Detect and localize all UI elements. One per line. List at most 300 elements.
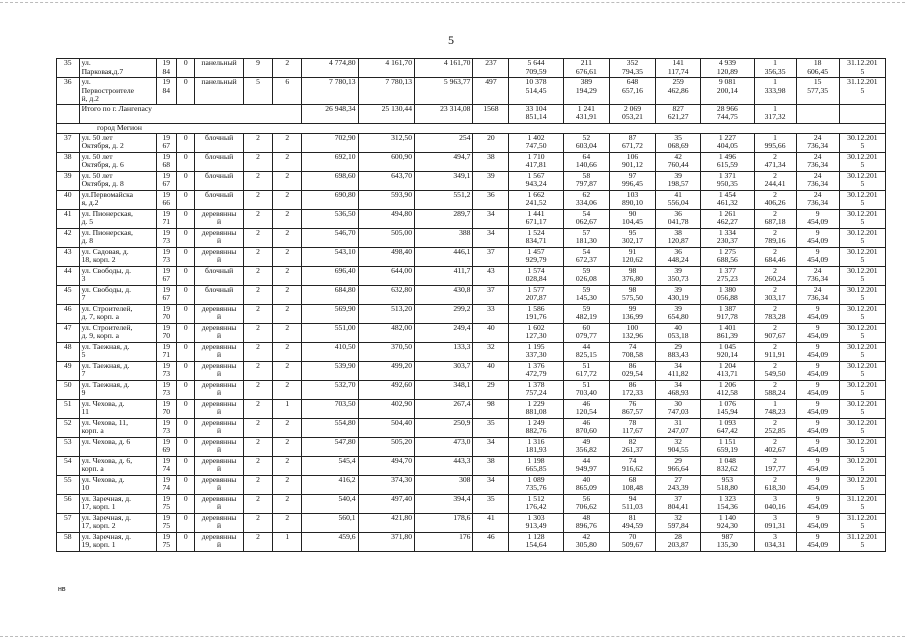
table-cell: 2 [273,59,302,78]
table-cell: 39 654,80 [656,304,701,323]
table-cell: 2 687,18 [754,209,796,228]
table-cell: 482,00 [358,323,414,342]
table-cell: 1 496 615,59 [701,152,754,171]
table-cell: 348,1 [415,380,473,399]
table-cell: 2 402,67 [754,437,796,456]
table-cell: 416,2 [302,475,358,494]
table-cell: 289,7 [415,209,473,228]
table-cell: 40 [57,190,80,209]
table-cell: 494,70 [358,456,414,475]
table-cell: 9 454,09 [796,532,839,551]
table-cell: 2 [273,190,302,209]
table-cell: 1 334 230,37 [701,228,754,247]
table-cell: 0 [177,475,195,494]
table-cell: 36 041,78 [656,209,701,228]
table-cell: 30.12.201 5 [839,285,885,304]
table-cell: 37 804,41 [656,494,701,513]
table-cell: 53 [57,437,80,456]
table-cell: 0 [177,380,195,399]
table-row [57,133,886,152]
table-cell: 19 75 [156,532,177,551]
table-cell: 34 411,82 [656,361,701,380]
table-cell: 312,50 [358,133,414,152]
table-cell: 19 68 [156,152,177,171]
table-cell: 34 [473,475,509,494]
table-cell: деревянны й [195,209,243,228]
table-cell: 18 606,45 [796,59,839,78]
table-cell: 1 524 834,71 [509,228,563,247]
table-cell: 60 079,77 [563,323,609,342]
table-cell: 1 454 461,32 [701,190,754,209]
table-cell: 29 [473,380,509,399]
table-cell: 30.12.201 5 [839,361,885,380]
table-cell: 1 371 950,35 [701,171,754,190]
table-cell: 389 194,29 [563,78,609,105]
table-cell: 9 454,09 [796,247,839,266]
table-cell: ул. Свободы, д. 7 [79,285,156,304]
table-cell: 593,90 [358,190,414,209]
table-cell: блочный [195,285,243,304]
table-cell: 30.12.201 5 [839,209,885,228]
table-cell: 0 [177,532,195,551]
table-cell: 2 406,26 [754,190,796,209]
table-cell: 2 [243,380,273,399]
table-cell: 349,1 [415,171,473,190]
table-cell: 0 [177,152,195,171]
table-cell: 430,8 [415,285,473,304]
table-cell: 2 [243,342,273,361]
table-cell: 56 [57,494,80,513]
table-cell: 9 454,09 [796,323,839,342]
table-row [57,361,886,380]
table-cell: 0 [177,494,195,513]
table-cell [57,104,80,123]
table-cell: 9 454,09 [796,399,839,418]
table-cell: 560,1 [302,513,358,532]
table-cell: 1 261 462,27 [701,209,754,228]
table-cell: ул. 50 лет Октября, д. 8 [79,171,156,190]
table-cell: 19 66 [156,190,177,209]
table-cell: 19 69 [156,437,177,456]
table-cell: 1 151 659,19 [701,437,754,456]
table-cell: 692,10 [302,152,358,171]
table-cell: 37 [57,133,80,152]
table-cell: блочный [195,152,243,171]
table-cell: 98 575,50 [609,285,655,304]
table-cell: деревянны й [195,247,243,266]
table-cell: 492,60 [358,380,414,399]
table-cell: 1 387 917,78 [701,304,754,323]
table-cell: 2 069 053,21 [609,104,655,123]
table-cell: 1 333,98 [754,78,796,105]
table-cell: ул. Свободы, д. 3 [79,266,156,285]
table-cell: 19 70 [156,304,177,323]
table-cell: 497 [473,78,509,105]
page-number: 5 [448,33,454,47]
table-cell: 19 75 [156,513,177,532]
table-cell: 15 577,35 [796,78,839,105]
table-cell: 39 430,19 [656,285,701,304]
table-cell: 0 [177,133,195,152]
table-cell: 7 780,13 [358,78,414,105]
table-cell: деревянны й [195,342,243,361]
table-cell: 98 [473,399,509,418]
table-cell: 5 644 709,59 [509,59,563,78]
table-cell: ул. Пионерская, д. 5 [79,209,156,228]
table-cell: 0 [177,437,195,456]
table-cell: 34 [473,209,509,228]
table-cell: 2 303,17 [754,285,796,304]
table-cell: 505,00 [358,228,414,247]
table-cell: 20 [473,133,509,152]
table-cell: 1 317,32 [754,104,796,123]
table-cell: 2 [273,437,302,456]
table-cell: деревянны й [195,494,243,513]
table-cell: 539,90 [302,361,358,380]
table-cell: 31.12.201 5 [839,532,885,551]
table-cell: 9 454,09 [796,361,839,380]
table-cell: 5 [243,78,273,105]
table-cell: 52 603,04 [563,133,609,152]
table-cell: 86 172,33 [609,380,655,399]
table-cell: 299,2 [415,304,473,323]
table-cell: деревянны й [195,418,243,437]
table-cell: 9 454,09 [796,342,839,361]
table-cell: 19 70 [156,323,177,342]
table-cell: 41 556,04 [656,190,701,209]
table-row [57,209,886,228]
table-cell: 19 84 [156,78,177,105]
table-cell: 3 091,31 [754,513,796,532]
table-row [57,171,886,190]
table-cell: 31.12.201 5 [839,513,885,532]
table-cell: 3 040,16 [754,494,796,513]
table-cell: ул. Садовая, д. 18, корп. 2 [79,247,156,266]
table-cell: 2 [243,437,273,456]
table-cell: 42 760,44 [656,152,701,171]
table-cell: 9 454,09 [796,380,839,399]
table-row [57,380,886,399]
table-cell: 2 911,91 [754,342,796,361]
table-cell: 19 73 [156,380,177,399]
table-cell: 2 [273,247,302,266]
table-cell: 19 74 [156,456,177,475]
table-cell: 40 865,09 [563,475,609,494]
table-cell: 9 454,09 [796,475,839,494]
table-cell: 696,40 [302,266,358,285]
table-cell: 545,4 [302,456,358,475]
table-cell: ул. Чехова, д. 6 [79,437,156,456]
table-cell: 37 [473,247,509,266]
table-cell: 35 068,69 [656,133,701,152]
table-cell: 2 [273,418,302,437]
table-cell: 2 [273,152,302,171]
table-cell: 2 [243,133,273,152]
table-cell: 254 [415,133,473,152]
table-cell: 9 454,09 [796,494,839,513]
table-cell: 1 401 861,39 [701,323,754,342]
table-cell: 44 825,15 [563,342,609,361]
table-cell: 9 454,09 [796,228,839,247]
table-cell: ул. 50 лет Октября, д. 2 [79,133,156,152]
table-cell: 19 67 [156,171,177,190]
table-cell: 40 [473,323,509,342]
table-cell: город Мегион [57,123,886,133]
table-cell: 59 145,30 [563,285,609,304]
table-cell: 41 [57,209,80,228]
table-cell: 1 574 028,84 [509,266,563,285]
table-cell: 1 206 412,58 [701,380,754,399]
table-cell: 106 901,12 [609,152,655,171]
table-cell: 82 261,37 [609,437,655,456]
table-row [57,437,886,456]
table-cell: блочный [195,266,243,285]
table-cell: 0 [177,285,195,304]
table-cell: 1 048 832,62 [701,456,754,475]
table-cell [839,104,885,123]
table-cell: 1 249 882,76 [509,418,563,437]
table-cell: 0 [177,323,195,342]
table-cell: 9 454,09 [796,418,839,437]
table-cell: 46 [473,532,509,551]
table-cell: 41 [473,513,509,532]
table-cell: 1 512 176,42 [509,494,563,513]
table-cell: 30.12.201 5 [839,456,885,475]
table-cell: 38 [473,456,509,475]
table-cell: 38 [473,152,509,171]
table-cell: 1 076 145,94 [701,399,754,418]
table-cell: 29 883,43 [656,342,701,361]
table-cell: 43 [473,266,509,285]
table-cell: 1 241 431,91 [563,104,609,123]
table-cell: 644,00 [358,266,414,285]
table-cell: 540,4 [302,494,358,513]
table-cell: ул. Пионерская, д. 8 [79,228,156,247]
table-cell: 0 [177,228,195,247]
table-cell: 4 939 120,89 [701,59,754,78]
table-cell: 498,40 [358,247,414,266]
table-cell: ул. Таежная, д. 5 [79,342,156,361]
table-cell: 1 140 924,30 [701,513,754,532]
table-cell: 249,4 [415,323,473,342]
table-cell: 1 323 154,36 [701,494,754,513]
table-cell: блочный [195,171,243,190]
table-cell: 1 602 127,30 [509,323,563,342]
table-cell: 24 736,34 [796,152,839,171]
table-cell: 44 949,97 [563,456,609,475]
table-cell: 551,2 [415,190,473,209]
table-cell: 1 441 671,17 [509,209,563,228]
table-cell: 499,20 [358,361,414,380]
table-cell: 1 380 056,88 [701,285,754,304]
table-cell: 45 [57,285,80,304]
table-cell: 388 [415,228,473,247]
table-cell: 74 708,58 [609,342,655,361]
table-cell: 19 74 [156,475,177,494]
table-row [57,494,886,513]
table-cell: 473,0 [415,437,473,456]
table-cell: 90 104,45 [609,209,655,228]
table-cell: 30.12.201 5 [839,266,885,285]
table-cell: 1 045 920,14 [701,342,754,361]
table-cell: 28 203,87 [656,532,701,551]
table-cell: ул. Чехова, д. 10 [79,475,156,494]
table-cell: 2 [243,494,273,513]
table-cell: 0 [177,304,195,323]
table-cell: 702,90 [302,133,358,152]
table-cell: 31.12.201 5 [839,59,885,78]
table-cell: 30 747,03 [656,399,701,418]
table-cell: 19 73 [156,247,177,266]
table-cell: 1 195 337,30 [509,342,563,361]
table-cell: 31.12.201 5 [839,78,885,105]
table-row [57,399,886,418]
table-cell: 2 [243,247,273,266]
table-cell: 23 314,08 [415,104,473,123]
table-cell: 24 736,34 [796,171,839,190]
table-cell: 46 [57,304,80,323]
table-cell [796,104,839,123]
table-cell: 48 896,76 [563,513,609,532]
table-cell: 62 334,06 [563,190,609,209]
table-cell: 30.12.201 5 [839,342,885,361]
table-cell: 32 904,55 [656,437,701,456]
table-cell: 0 [177,59,195,78]
table-cell: 543,10 [302,247,358,266]
table-cell: 27 243,39 [656,475,701,494]
table-cell: 59 026,08 [563,266,609,285]
table-cell: 35 [57,59,80,78]
table-cell: 178,6 [415,513,473,532]
table-cell: 55 [57,475,80,494]
table-cell: 34 [473,228,509,247]
table-cell: ул. Заречная, д. 17, корп. 2 [79,513,156,532]
table-cell: 30.12.201 5 [839,475,885,494]
table-cell: 35 [473,494,509,513]
table-cell: 0 [177,399,195,418]
table-cell: ул. Чехова, 11, корп. а [79,418,156,437]
table-cell: 2 588,24 [754,380,796,399]
table-cell: 648 657,16 [609,78,655,105]
table-cell: 2 [273,513,302,532]
table-cell: 2 [273,494,302,513]
table-cell: 1 995,66 [754,133,796,152]
table-cell: ул. Таежная, д. 9 [79,380,156,399]
table-cell: 536,50 [302,209,358,228]
table-cell: 74 916,62 [609,456,655,475]
table-cell: 2 [273,323,302,342]
table-cell: 30.12.201 5 [839,190,885,209]
table-cell: 26 948,34 [302,104,358,123]
table-cell: 31.12.201 5 [839,494,885,513]
table-cell: 24 736,34 [796,190,839,209]
table-cell: 39 350,73 [656,266,701,285]
table-cell: 54 062,67 [563,209,609,228]
table-cell: 39 [57,171,80,190]
table-cell: ул. Строителей, д. 7, корп. а [79,304,156,323]
table-cell: 40 [473,361,509,380]
table-row [57,190,886,209]
table-cell: 38 [57,152,80,171]
table-cell: 2 [243,285,273,304]
table-cell: 30.12.201 5 [839,133,885,152]
table-cell: 1 378 757,24 [509,380,563,399]
table-cell: 28 966 744,75 [701,104,754,123]
table-cell: 19 84 [156,59,177,78]
table-row [57,456,886,475]
table-cell: ул. Парковая,д.7 [79,59,156,78]
table-cell: 0 [177,171,195,190]
table-cell: 411,7 [415,266,473,285]
table-cell: 51 703,40 [563,380,609,399]
table-cell: 46 120,54 [563,399,609,418]
table-cell: 58 797,87 [563,171,609,190]
table-cell: 30.12.201 5 [839,247,885,266]
table-cell: ул. Чехова, д. 11 [79,399,156,418]
table-cell: 2 [273,133,302,152]
table-cell: 7 780,13 [302,78,358,105]
table-cell: 0 [177,247,195,266]
table-cell: 36 [57,78,80,105]
table-cell: 54 [57,456,80,475]
table-cell: 2 471,34 [754,152,796,171]
table-cell: 1 128 154,64 [509,532,563,551]
table-cell: 394,4 [415,494,473,513]
table-cell: 103 890,10 [609,190,655,209]
table-cell: 2 [273,342,302,361]
table-cell: 87 671,72 [609,133,655,152]
table-cell: 49 356,82 [563,437,609,456]
table-cell: 81 494,59 [609,513,655,532]
table-cell: 2 [243,418,273,437]
table-cell: 0 [177,513,195,532]
table-cell: 2 [273,209,302,228]
table-cell: 2 [273,171,302,190]
table-cell: 25 130,44 [358,104,414,123]
table-cell: 30.12.201 5 [839,304,885,323]
table-cell: 953 518,80 [701,475,754,494]
table-cell: 497,40 [358,494,414,513]
table-row [57,152,886,171]
table-cell: ул. Заречная, д. 17, корп. 1 [79,494,156,513]
table-cell: 2 [273,380,302,399]
table-cell: 31 247,07 [656,418,701,437]
table-cell: деревянны й [195,361,243,380]
table-row [57,266,886,285]
table-row [57,304,886,323]
table-cell: 2 [243,513,273,532]
table-cell: 421,80 [358,513,414,532]
table-cell: 2 [243,266,273,285]
table-cell: 532,70 [302,380,358,399]
table-cell: 1 356,35 [754,59,796,78]
table-cell: панельный [195,78,243,105]
table-cell: 0 [177,361,195,380]
table-cell: 44 [57,266,80,285]
table-cell: деревянны й [195,399,243,418]
table-row [57,532,886,551]
table-row [57,59,886,78]
table-cell: блочный [195,190,243,209]
total-row [57,104,886,123]
table-cell: 547,80 [302,437,358,456]
table-cell: Итого по г. Лангепасу [79,104,302,123]
table-cell: 51 [57,399,80,418]
table-cell: 36 [473,190,509,209]
table-cell: 0 [177,418,195,437]
table-cell: 1 586 191,76 [509,304,563,323]
table-cell: 33 104 851,14 [509,104,563,123]
